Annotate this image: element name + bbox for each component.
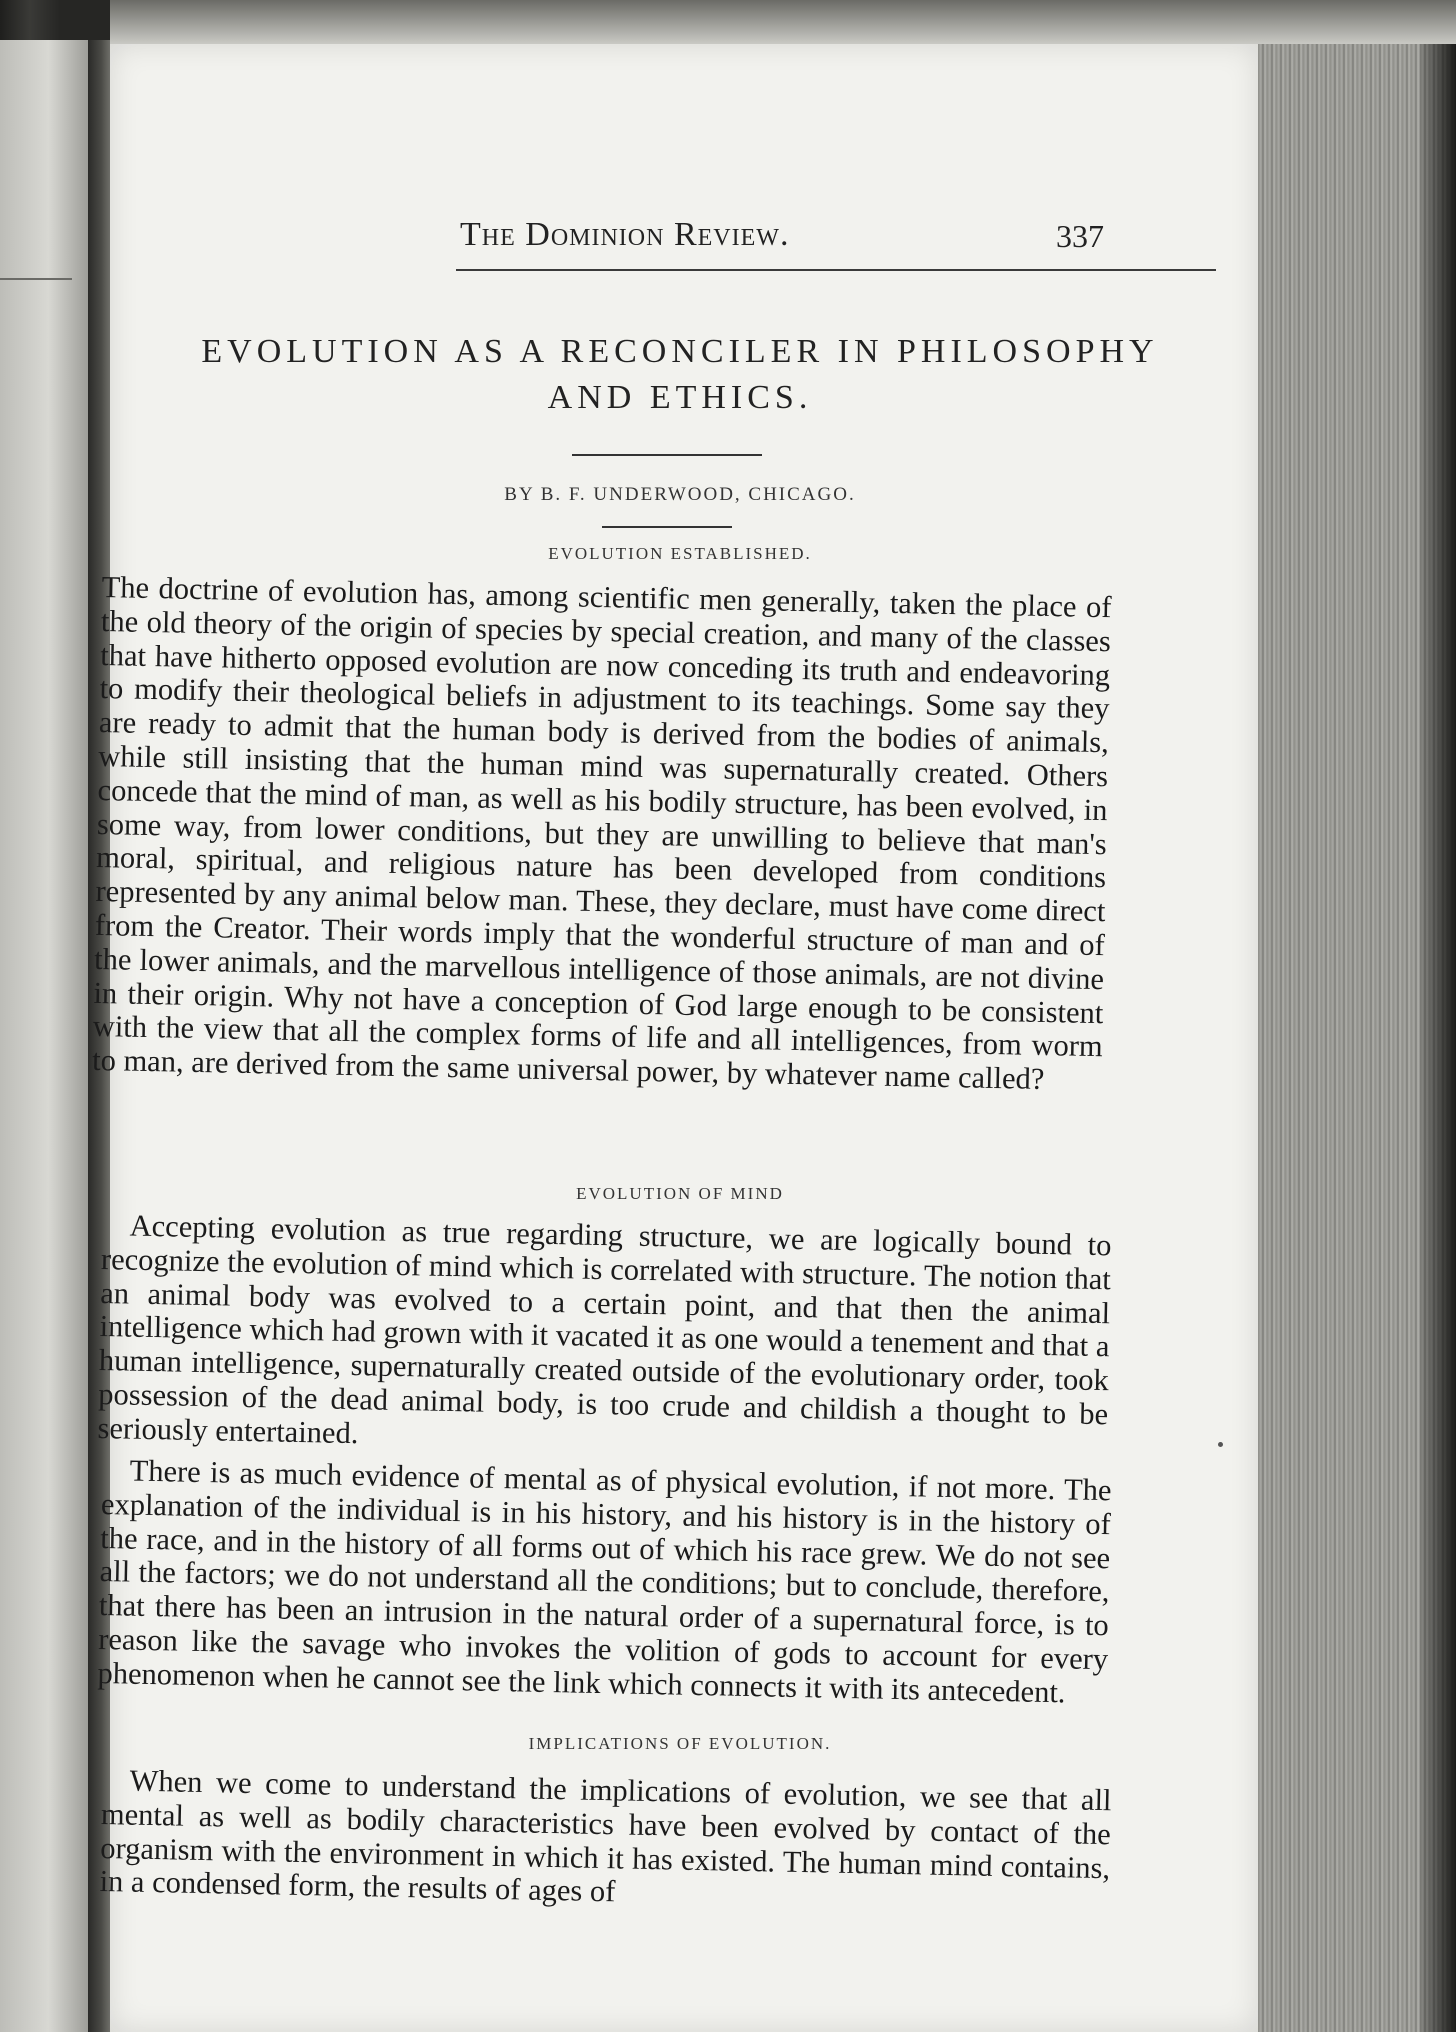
facing-page-rule	[0, 278, 72, 280]
title-rule	[572, 454, 762, 456]
article-title-line-2: AND ETHICS.	[547, 379, 813, 416]
book-edge-shadow	[1420, 44, 1456, 2032]
journal-title: The Dominion Review.	[460, 216, 790, 253]
section-heading-evolution-of-mind: EVOLUTION OF MIND	[576, 1184, 784, 1203]
facing-page-edge	[0, 40, 88, 2032]
running-head	[110, 216, 1258, 266]
article-title-line-1: EVOLUTION AS A RECONCILER IN PHILOSOPHY	[201, 333, 1159, 370]
scan-top-edge	[110, 0, 1456, 44]
paragraph-evolution-established: The doctrine of evolution has, among scientific men generally, taken the place of the old theory of the origin of species by special creation, and many of the classes that have hitherto opposed evolution are now conceding its truth and endeavoring to modify their theological beliefs in adjustment to its teachings. Some say they are ready to admit that the human body is derived from the bodies of animals, while still insisting that the human mind was supernaturally created. Others concede that the mind of man, as well as his bodily structure, has been evolved, in some way, from lower conditions, but they are unwilling to believe that man's moral, spiritual, and religious nature has been developed from conditions represented by any animal below man. These, they declare, must have come direct from the Creator. Their words imply that the wonderful structure of man and of the lower animals, and the marvellous intelligence of those animals, are not divine in their origin. Why not have a conception of God large enough to be consistent with the view that all the complex forms of life and all intelligences, from worm to man, are derived from the same universal power, by whatever name called?	[91, 570, 1112, 1097]
article-byline: BY B. F. UNDERWOOD, CHICAGO.	[504, 484, 856, 505]
paragraph-implications: When we come to understand the implications of evolution, we see that all mental as well as bodily characteristics have been evolved by contact of the organism with the environment in which it has existed. The human mind contains, in a condensed form, the results of ages of	[99, 1763, 1112, 1909]
running-head-rule	[456, 269, 1216, 271]
article-title	[130, 329, 1230, 421]
page-number: 337	[1056, 218, 1104, 254]
book-page	[91, 44, 1258, 2032]
paragraph-evolution-of-mind-1: Accepting evolution as true regarding structure, we are logically bound to recognize the evolution of mind which is correlated with structure. The notion that an animal body was evolved to a certain point, and that then the animal intelligence which had grown with it vacated it as one would a tenement and that a human intelligence, supernaturally created outside of the evolutionary order, took possession of the dead animal body, is too crude and childish a thought to be seriously entertained.	[97, 1208, 1112, 1450]
page-content	[91, 44, 1258, 2032]
byline-rule	[602, 526, 732, 528]
page-speck	[1218, 1442, 1223, 1447]
section-heading-implications: IMPLICATIONS OF EVOLUTION.	[528, 1734, 832, 1753]
paragraph-evolution-of-mind-2: There is as much evidence of mental as of physical evolution, if not more. The explanation of the individual is in his history, and his history is in the history of the race, and in the history of all forms out of which his race grew. We do not see all the factors; we do not understand all the conditions; but to conclude, therefore, that there has been an intrusion in the natural order of a supernatural force, is to reason like the savage who invokes the volition of gods to account for every phenomenon when he cannot see the link which connects it with its antecedent.	[97, 1453, 1112, 1710]
section-heading-evolution-established: EVOLUTION ESTABLISHED.	[548, 544, 812, 563]
